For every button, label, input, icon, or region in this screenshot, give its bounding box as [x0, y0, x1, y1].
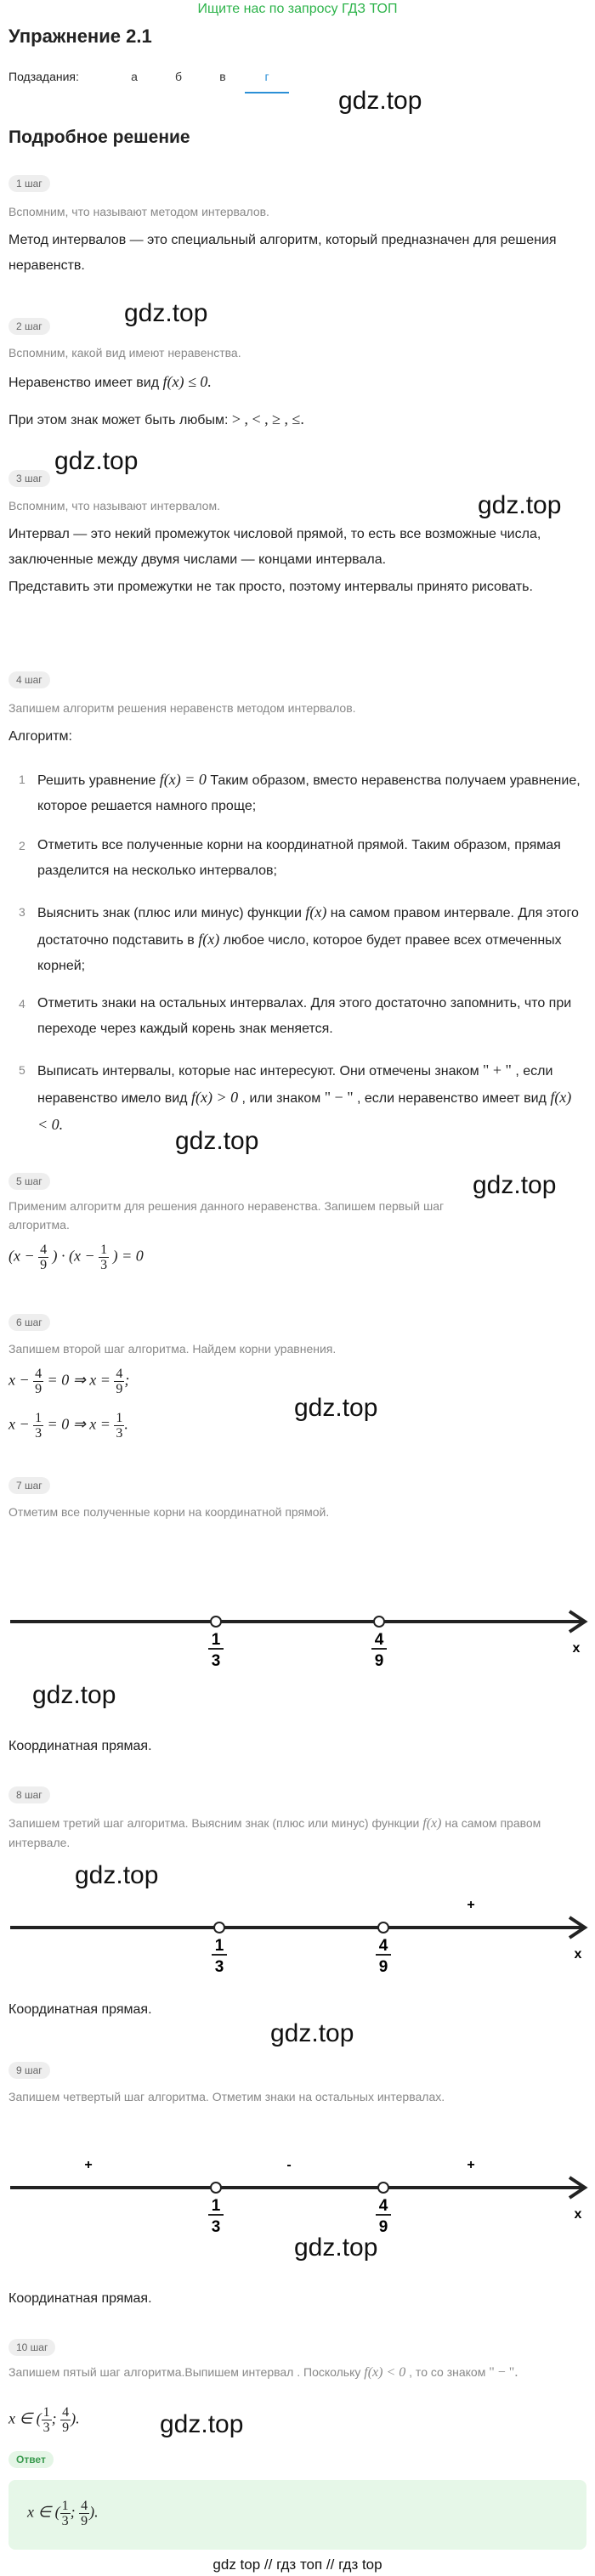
list-item-text: Отметить все полученные корни на координатной прямой. Таким образом, прямая разделится на несколько интервалов; [37, 838, 561, 878]
step-badge: 4 шаг [8, 671, 50, 688]
watermark: gdz.top [54, 447, 139, 475]
step-badge: 3 шаг [8, 470, 50, 487]
numerator: 4 [35, 1367, 42, 1381]
fraction [33, 1367, 43, 1396]
coordinate-line-1 [0, 1598, 595, 1674]
tick-label-numerator: 1 [211, 2197, 221, 2215]
solution-heading: Подробное решение [8, 127, 190, 147]
subtask-tabs [112, 61, 289, 93]
list-number: 5 [19, 1063, 26, 1077]
point-one-third [214, 1922, 224, 1933]
fraction [114, 1367, 124, 1396]
axis-x-label: x [574, 1947, 582, 1962]
tick-label-numerator: 4 [378, 1937, 388, 1955]
math-part: ). [71, 2409, 80, 2427]
numerator: 1 [100, 1243, 108, 1257]
list-number: 1 [19, 773, 26, 786]
algorithm-label: Алгоритм: [8, 729, 72, 744]
numerator: 4 [116, 1367, 123, 1381]
numerator: 1 [35, 1411, 42, 1425]
fraction [60, 2499, 71, 2528]
point-four-ninths [374, 1616, 384, 1627]
step-note: Применим алгоритм для решения данного неравенства. Запишем первый шаг алгоритма. [8, 1199, 445, 1231]
step-badge: 7 шаг [8, 1477, 50, 1494]
point-four-ninths [378, 1922, 388, 1933]
tick-label-denominator: 9 [378, 1958, 388, 1972]
fraction [42, 2405, 52, 2435]
text-part: на самом правом интервале. [8, 1816, 541, 1849]
answer-badge: Ответ [8, 2451, 54, 2468]
denominator: 9 [40, 1258, 48, 1272]
tick-label-denominator: 3 [214, 1958, 224, 1972]
fraction [33, 1411, 43, 1441]
watermark: gdz.top [32, 1681, 116, 1709]
text-part: Запишем третий шаг алгоритма. Выясним знак (плюс или минус) функции [8, 1816, 420, 1830]
text-part: Выяснить знак (плюс или минус) функции [37, 906, 302, 920]
denominator: 9 [81, 2514, 88, 2528]
step-note: Запишем алгоритм решения неравенств методом интервалов. [8, 701, 356, 715]
text-part: , или знаком [241, 1091, 321, 1106]
text-part: на самом правом интервале. Для этого достаточно подставить в [37, 906, 579, 948]
axis-caption: Координатная прямая. [8, 2291, 152, 2306]
coordinate-line-3 [0, 2130, 595, 2232]
watermark: gdz.top [160, 2410, 244, 2438]
list-item-text [37, 767, 581, 819]
sign-minus: - [286, 2158, 292, 2172]
math-part: ; [124, 1371, 130, 1389]
text-part: , если неравенство имело вид [37, 1064, 553, 1106]
numerator: 1 [42, 2405, 50, 2420]
numerator: 4 [81, 2499, 88, 2513]
text-part: Таким образом, вместо неравенства получаем уравнение, которое решается намного проще; [37, 773, 581, 813]
denominator: 9 [35, 1382, 42, 1396]
answer-formula: x ∈ ( $\frac{1}{3}$ ; $\frac{4}{9}$ ). [27, 2499, 99, 2528]
denominator: 3 [61, 2514, 69, 2528]
math-part: . [124, 1415, 128, 1433]
tick-label-denominator: 3 [211, 1652, 221, 1670]
step-note: Запишем четвертый шаг алгоритма. Отметим знаки на остальных интервалах. [8, 2090, 445, 2103]
fraction [38, 1243, 48, 1272]
math-formula: f(x) < 0 [364, 2365, 406, 2380]
step-badge: 8 шаг [8, 1786, 50, 1803]
fraction [79, 2499, 89, 2528]
step-note: Вспомним, что называют методом интервалов. [8, 205, 269, 218]
math-formula: f(x) [422, 1816, 442, 1831]
text-part: Выписать интервалы, которые нас интересуют. Они отмечены знаком [37, 1064, 479, 1079]
watermark: gdz.top [270, 2019, 354, 2047]
list-item-text: Отметить знаки на остальных интервалах. Для этого достаточно запомнить, что при переходе через каждый корень знак меняется. [37, 996, 572, 1036]
step-badge: 1 шаг [8, 175, 50, 192]
denominator: 3 [35, 1426, 42, 1441]
watermark: gdz.top [478, 491, 562, 519]
numerator: 4 [40, 1243, 48, 1257]
step-text [8, 369, 586, 396]
top-banner[interactable]: Ищите нас по запросу ГДЗ ТОП [197, 2, 398, 16]
math-part: ) · (x − [52, 1247, 95, 1265]
step-text: Интервал — это некий промежуток числовой прямой, то есть все возможные числа, заключенные между двумя числами — концами интервала. [8, 527, 541, 567]
text-part: , если неравенство имеет вид [357, 1091, 547, 1106]
sign-plus: + [467, 1898, 475, 1912]
step-note: Вспомним, что называют интервалом. [8, 499, 220, 512]
math-part: (x − [8, 1247, 35, 1265]
axis-x-label: x [572, 1641, 581, 1656]
answer-box [8, 2480, 586, 2550]
subtasks-label: Подзадания: [8, 70, 79, 83]
watermark: gdz.top [124, 299, 208, 327]
watermark: gdz.top [294, 1394, 378, 1422]
math-formula: f(x) > 0 [190, 1089, 239, 1106]
list-item-text [37, 899, 581, 979]
point-one-third [211, 2183, 221, 2193]
tick-label-denominator: 9 [374, 1652, 384, 1670]
step-badge: 10 шаг [8, 2339, 55, 2356]
sign-plus: + [84, 2158, 93, 2172]
text-part: Неравенство имеет вид [8, 376, 160, 390]
step-note: Вспомним, какой вид имеют неравенства. [8, 346, 241, 360]
watermark: gdz.top [75, 1861, 159, 1889]
list-number: 3 [19, 905, 26, 919]
footer-watermark: gdz top // гдз топ // гдз top [212, 2556, 382, 2573]
step-text: Представить эти промежутки не так просто, поэтому интервалы принято рисовать. [8, 580, 533, 594]
tick-label-numerator: 4 [378, 2197, 388, 2215]
list-item-text [37, 1057, 581, 1139]
page-title: Упражнение 2.1 [8, 25, 152, 47]
fraction [99, 1243, 109, 1272]
math-part: x ∈ ( [8, 2409, 42, 2427]
equation [8, 1367, 586, 1396]
step-badge: 5 шаг [8, 1173, 50, 1190]
fraction [114, 1411, 124, 1441]
math-part: ) = 0 [112, 1247, 144, 1265]
step-badge: 2 шаг [8, 318, 50, 335]
denominator: 9 [116, 1382, 123, 1396]
tick-label-denominator: 3 [211, 2218, 221, 2232]
numerator: 4 [62, 2405, 70, 2420]
math-formula: " − ". [489, 2365, 518, 2380]
tick-label-denominator: 9 [378, 2218, 388, 2232]
watermark: gdz.top [175, 1127, 259, 1155]
tick-label-numerator: 1 [211, 1631, 221, 1649]
step-note [8, 1814, 586, 1852]
math-formula: f(x) [198, 931, 220, 948]
watermark: gdz.top [473, 1171, 557, 1199]
axis-caption: Координатная прямая. [8, 1739, 152, 1753]
tick-label-numerator: 4 [374, 1631, 384, 1649]
sign-plus: + [467, 2158, 475, 2172]
text-part: любое число, которое будет правее всех отмеченных корней; [37, 933, 562, 973]
tab-a[interactable]: а [131, 70, 138, 83]
tick-label-numerator: 1 [214, 1937, 224, 1955]
math-part: x ∈ ( [27, 2503, 60, 2521]
axis-x-label: x [574, 2207, 582, 2222]
text-part: Запишем пятый шаг алгоритма.Выпишем интервал . Поскольку [8, 2365, 361, 2379]
step-text [8, 406, 586, 433]
watermark: gdz.top [338, 87, 422, 115]
list-number: 4 [19, 997, 26, 1011]
denominator: 3 [116, 1426, 123, 1441]
equation [8, 1243, 586, 1272]
math-formula: f(x) [305, 903, 327, 920]
math-formula: " − " [324, 1089, 354, 1106]
tab-b[interactable]: б [174, 70, 183, 83]
step-note: Запишем второй шаг алгоритма. Найдем корни уравнения. [8, 1342, 337, 1356]
math-part: = 0 ⇒ x = [47, 1371, 110, 1389]
math-formula: " + " [483, 1062, 512, 1079]
point-one-third [211, 1616, 221, 1627]
coordinate-line-2 [0, 1870, 595, 1972]
step-badge: 9 шаг [8, 2062, 50, 2079]
text-part: Решить уравнение [37, 773, 156, 788]
math-part: x − [8, 1415, 30, 1433]
math-formula: f(x) ≤ 0. [162, 373, 212, 390]
watermark: gdz.top [294, 2233, 378, 2262]
list-number: 2 [19, 839, 26, 852]
step-note [8, 2363, 561, 2382]
result: x ∈ ( $\frac{1}{3}$ ; $\frac{4}{9}$ ). [8, 2405, 80, 2435]
math-formula: f(x) = 0 [159, 771, 207, 788]
step-text: Метод интервалов — это специальный алгоритм, который предназначен для решения неравенств. [8, 233, 557, 273]
fraction [60, 2405, 71, 2435]
numerator: 1 [116, 1411, 123, 1425]
denominator: 3 [42, 2420, 50, 2435]
equation [8, 1411, 586, 1441]
math-formula: > , < , ≥ , ≤. [231, 410, 304, 427]
numerator: 1 [61, 2499, 69, 2513]
text-part: , то со знаком [409, 2365, 486, 2379]
math-part: ). [89, 2503, 99, 2521]
tab-v[interactable]: в [219, 70, 226, 83]
denominator: 9 [62, 2420, 70, 2435]
step-badge: 6 шаг [8, 1314, 50, 1331]
point-four-ninths [378, 2183, 388, 2193]
axis-caption: Координатная прямая. [8, 2002, 152, 2017]
denominator: 3 [100, 1258, 108, 1272]
math-formula: f(x) < 0. [37, 1089, 572, 1133]
text-part: При этом знак может быть любым: [8, 413, 229, 427]
math-part: = 0 ⇒ x = [47, 1415, 110, 1433]
math-part: x − [8, 1371, 30, 1389]
step-note: Отметим все полученные корни на координатной прямой. [8, 1505, 330, 1519]
tab-g[interactable]: г [245, 61, 289, 93]
